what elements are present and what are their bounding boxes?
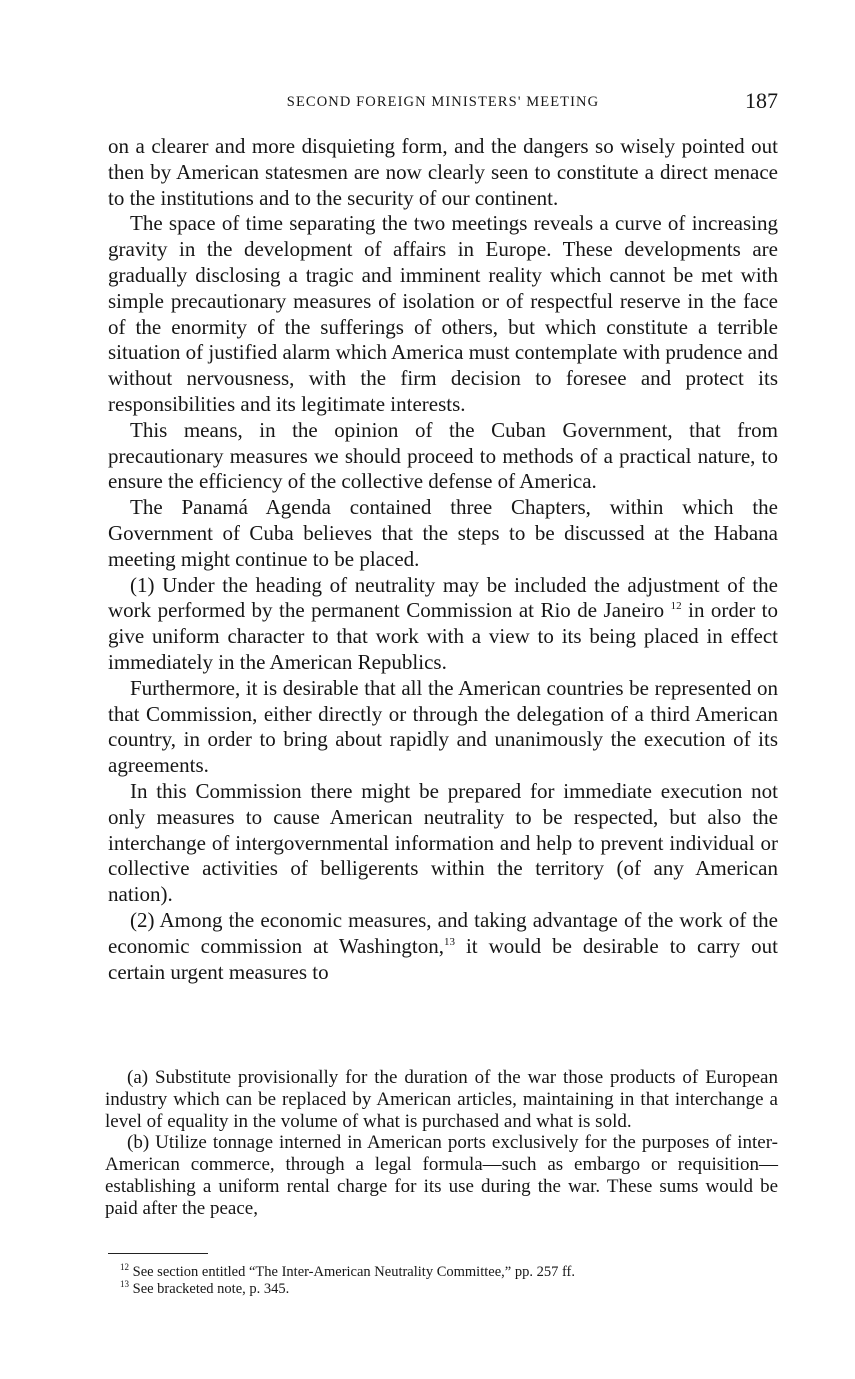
paragraph <box>108 573 778 676</box>
footnote-text: See section entitled “The Inter-American Neutrality Committee,” pp. 257 ff. <box>129 1264 575 1280</box>
sub-item-list <box>105 1067 778 1220</box>
footnote-reference: 12 <box>670 600 682 613</box>
item-label: (b) <box>127 1132 150 1154</box>
page-number: 187 <box>745 88 778 113</box>
main-text <box>108 134 778 985</box>
footnote <box>120 1278 778 1298</box>
footnote-reference: 13 <box>443 935 455 948</box>
paragraph <box>108 908 778 985</box>
paragraph: In this Commission there might be prepared for immediate execution not only measures to cause American neutrality to be respected, but also the interchange of intergovernmental information and help to prevent individual or collective activities of belligerents within the territory (of any American nation). <box>108 778 778 907</box>
footnote <box>120 1264 778 1281</box>
paragraph: on a clearer and more disquieting form, and the dangers so wisely pointed out then by American statesmen are now clearly seen to constitute a direct menace to the institutions and to the security of our continent. <box>108 134 778 210</box>
paragraph: Furthermore, it is desirable that all the American countries be represented on that Commission, either directly or through the delegation of a third American country, in order to bring about rapidly and unanimously the execution of its agreements. <box>108 675 778 778</box>
paragraph-text: (2) Among the economic measures, and taking advantage of the work of the economic commission at Washington, <box>108 907 778 958</box>
footnotes <box>120 1264 778 1297</box>
paragraph: The Panamá Agenda contained three Chapters, within which the Government of Cuba believes that the steps to be discussed at the Habana meeting might continue to be placed. <box>108 495 778 571</box>
running-head: SECOND FOREIGN MINISTERS' MEETING <box>286 94 600 110</box>
paragraph: The space of time separating the two meetings reveals a curve of increasing gravity in the development of affairs in Europe. These developments are gradually disclosing a tragic and imminent reality which cannot be met with simple precautionary measures of isolation or of respectful reserve in the face of the enormity of the sufferings of others, but which constitute a terrible situation of justified alarm which America must contemplate with prudence and without nervousness, with the firm decision to foresee and protect its responsibilities and its legitimate interests. <box>108 211 778 416</box>
paragraph-text: it would be desirable to carry out certain urgent measures to <box>108 933 778 984</box>
paragraph-text: (1) Under the heading of neutrality may be included the adjustment of the work performed by the permanent Commission at Rio de Janeiro <box>108 572 778 623</box>
footnote-mark: 13 <box>120 1278 129 1289</box>
paragraph-text: in order to give uniform character to that work with a view to its being placed in effect immediately in the American Republics. <box>108 598 779 674</box>
list-item <box>105 1132 778 1219</box>
footnote-divider <box>108 1253 208 1254</box>
item-label: (a) <box>127 1067 149 1088</box>
footnote-text: See bracketed note, p. 345. <box>129 1280 290 1297</box>
list-item <box>105 1067 778 1132</box>
footnote-mark: 12 <box>120 1262 129 1273</box>
page-header <box>108 88 778 122</box>
paragraph: This means, in the opinion of the Cuban Government, that from precautionary measures we should proceed to methods of a practical nature, to ensure the efficiency of the collective defense of America. <box>108 417 778 494</box>
item-text: Substitute provisionally for the duration of the war those products of European industry which can be replaced by American articles, maintaining in that interchange a level of equality in the volume of what is purchased and what is sold. <box>105 1067 778 1132</box>
item-text: Utilize tonnage interned in American ports exclusively for the purposes of inter-American commerce, through a legal formula—such as embargo or requisition—establishing a uniform rental charge for its use during the war. These sums would be paid after the peace, <box>105 1132 778 1219</box>
